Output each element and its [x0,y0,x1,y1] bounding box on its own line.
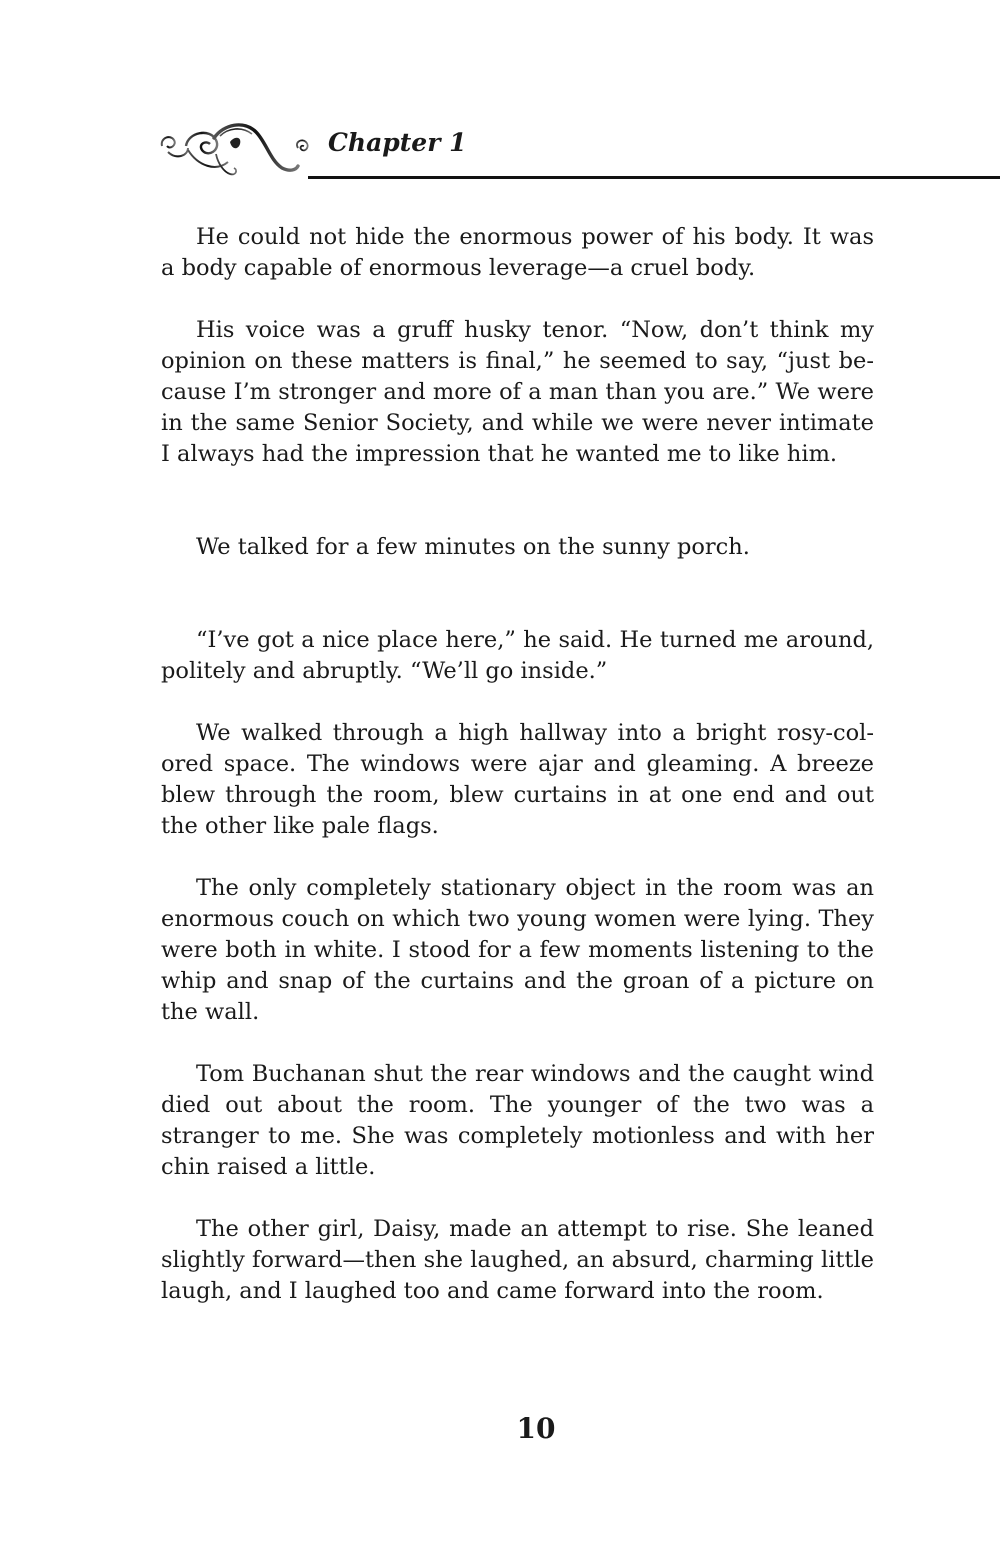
paragraph-gap [161,284,874,315]
chapter-header [0,112,1000,192]
paragraph-gap [161,842,874,873]
paragraph-gap [161,563,874,625]
paragraph: The only completely stationary object in the room was an enormous couch on which two young women were lying. They were both in white. I stood for a few moments listening to the whip and snap of the curtains and the groan of a picture on the wall. [161,875,874,1025]
paragraph-gap [161,470,874,532]
paragraph-gap [161,687,874,718]
paragraph: We walked through a high hallway into a bright rosy-colored space. The windows were ajar and gleaming. A breeze blew through the room, blew curtains in at one end and out the other like pale flags. [161,720,874,839]
paragraph: His voice was a gruff husky tenor. “Now, don’t think my opinion on these matters is final,” he seemed to say, “just because I’m stronger and more of a man than you are.” We were in the same Senior Society, and while we were never intimate I always had the impression that he wanted me to like him. [161,317,874,467]
paragraph: “I’ve got a nice place here,” he said. He turned me around, politely and abruptly. “We’ll go inside.” [161,627,874,684]
page-number: 10 [516,1412,556,1445]
chapter-title: Chapter 1 [328,128,467,157]
body-text [161,222,874,1307]
paragraph: He could not hide the enormous power of his body. It was a body capable of enormous leverage—a cruel body. [161,224,874,281]
paragraph: We talked for a few minutes on the sunny porch. [196,534,750,560]
paragraph: Tom Buchanan shut the rear windows and the caught wind died out about the room. The younger of the two was a stranger to me. She was completely motionless and with her chin raised a little. [161,1061,874,1180]
paragraph-gap [161,1183,874,1214]
header-rule [308,176,1000,179]
paragraph: The other girl, Daisy, made an attempt to rise. She leaned slightly forward—then she laughed, an absurd, charming little laugh, and I laughed too and came forward into the room. [161,1216,874,1304]
flourish-ornament-icon [158,116,318,180]
paragraph-gap [161,1028,874,1059]
